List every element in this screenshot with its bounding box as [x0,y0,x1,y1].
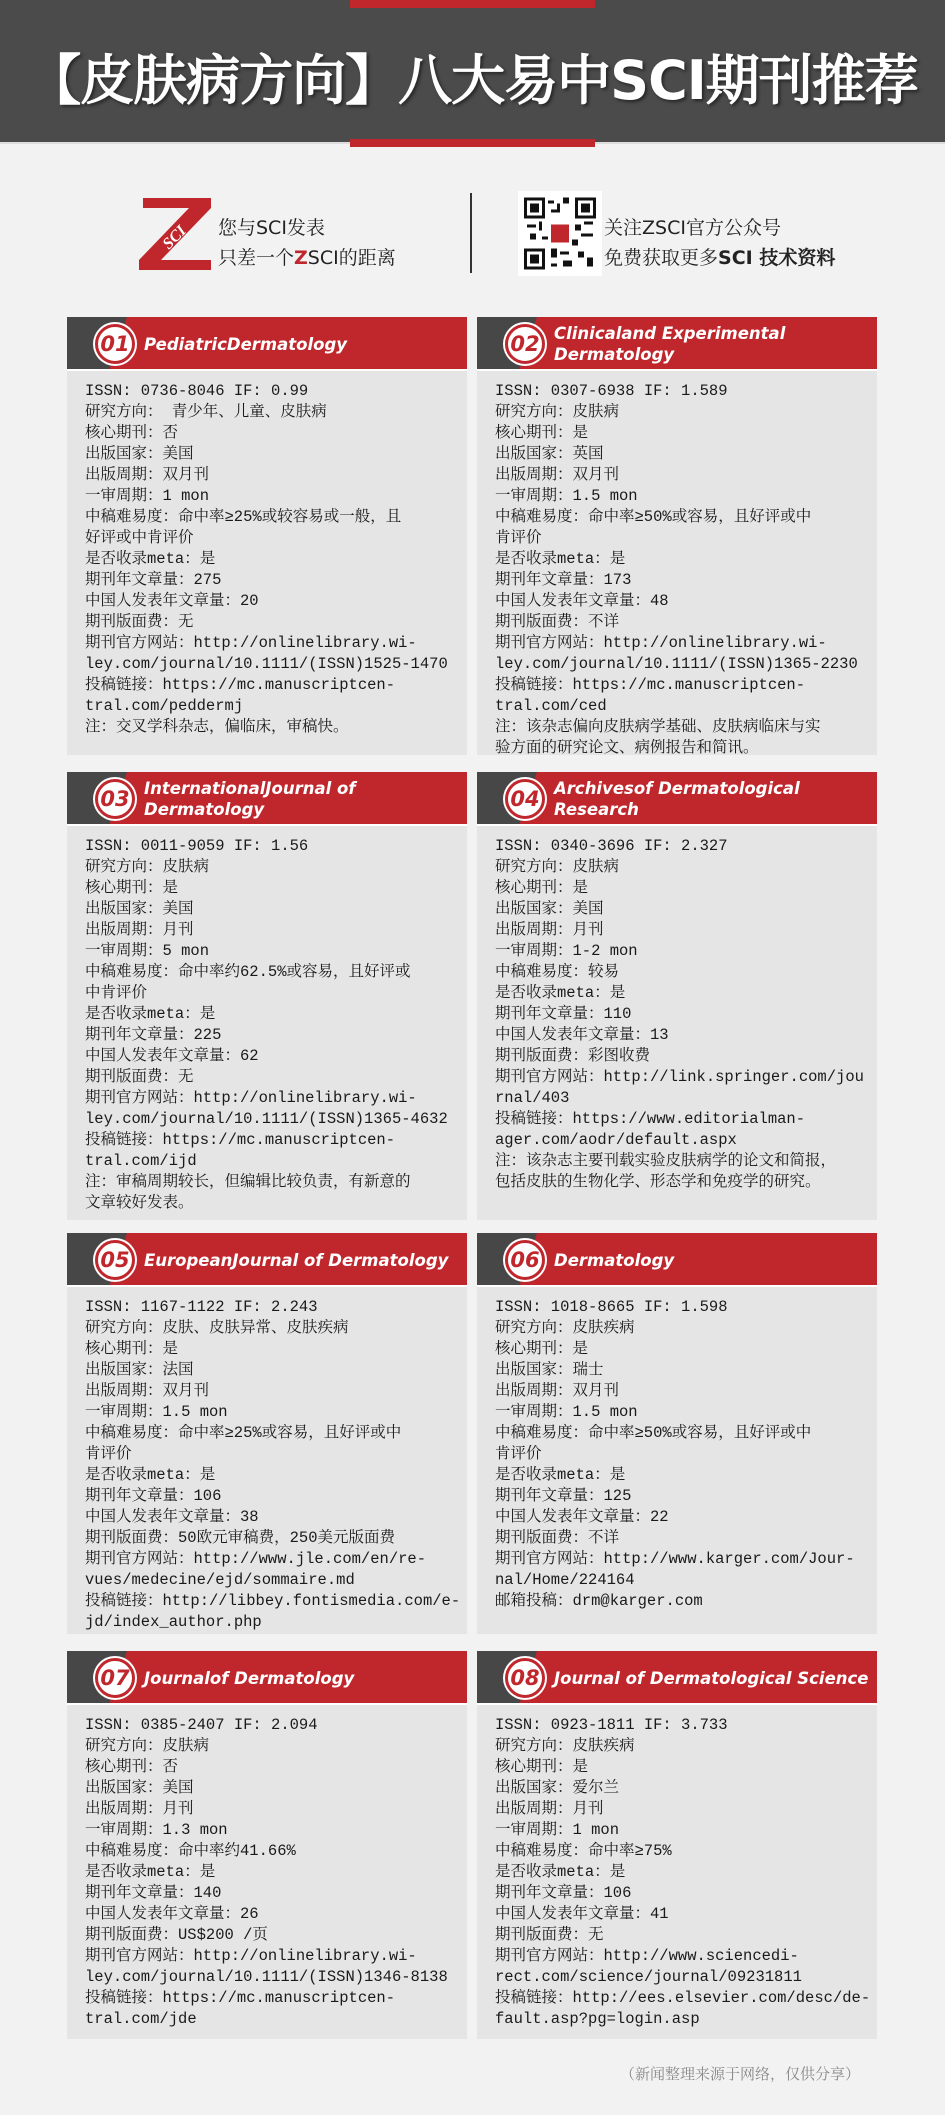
journal-info-line: 注：交叉学科杂志，偏临床，审稿快。 [85,718,349,736]
journal-info-line: 期刊官方网站：http://onlinelibrary.wi- [495,634,827,652]
journal-info-line: 出版国家：法国 [85,1361,194,1379]
journal-info-line: 是否收录meta：是 [85,1005,216,1023]
journal-info-line: 肯评价 [85,1445,132,1463]
journal-info-line: 期刊年文章量：106 [85,1487,222,1505]
journal-info-line: 期刊官方网站：http://onlinelibrary.wi- [85,1947,417,1965]
journal-info-line: 核心期刊：是 [85,1340,179,1358]
journal-info-line: 中国人发表年文章量：38 [85,1508,259,1526]
card-header [67,317,467,371]
journal-info-line: 中国人发表年文章量：41 [495,1905,669,1923]
journal-info-line: 是否收录meta：是 [85,1863,216,1881]
zsci-logo-icon [139,198,211,270]
journal-info-line: 期刊官方网站：http://onlinelibrary.wi- [85,1089,417,1107]
journal-info-line: 中稿难易度：命中率≥25%或较容易或一般，且 [85,508,402,526]
journal-info-line: 期刊版面费：US$200 /页 [85,1926,268,1944]
card-body [67,826,467,1214]
journal-info-line: ley.com/journal/10.1111/(ISSN)1346-8138 [85,1968,448,1986]
qr-code[interactable] [518,191,602,276]
journal-info-line: 验方面的研究论文、病例报告和简讯。 [495,739,759,757]
journal-info-line: 投稿链接：https://www.editorialman- [495,1110,806,1128]
journal-info-line: tral.com/ijd [85,1152,197,1170]
journal-info-line: 研究方向：皮肤、皮肤异常、皮肤疾病 [85,1319,349,1337]
journal-info-line: 中稿难易度：较易 [495,963,620,981]
journal-info-line: 研究方向： 青少年、儿童、皮肤病 [85,403,327,421]
journal-info-line: 注：该杂志偏向皮肤病学基础、皮肤病临床与实 [495,718,821,736]
journal-info-line: tral.com/jde [85,2010,197,2028]
journal-info-line: 中稿难易度：命中率约62.5%或容易，且好评或 [85,963,411,981]
journal-info-line: ISSN: 0011-9059 IF: 1.56 [85,837,309,855]
journal-info-line: 期刊年文章量：275 [85,571,222,589]
svg-text:SCI: SCI [159,222,190,253]
journal-card [477,317,877,755]
journal-info-line: 期刊官方网站：http://www.sciencedi- [495,1947,799,1965]
divider [470,193,472,273]
journal-info-line: 核心期刊：是 [495,424,589,442]
journal-card [67,1651,467,2039]
journal-title: Journal of Dermatological Science [554,1668,869,1688]
journal-info-line: 出版周期：月刊 [495,1800,604,1818]
journal-info-line: 期刊年文章量：110 [495,1005,632,1023]
card-body [477,1705,877,2030]
card-header [477,772,877,826]
journal-info-line: rect.com/science/journal/09231811 [495,1968,802,1986]
journal-info-line: 中国人发表年文章量：20 [85,592,259,610]
journal-title: Archivesof Dermatological Research [554,779,800,819]
journal-info-line: 期刊版面费：无 [85,1068,194,1086]
slogan-line-1: 您与SCI发表 [218,217,325,239]
journal-info-line: 文章较好发表。 [85,1194,194,1212]
card-header [67,1233,467,1287]
journal-info-line: 出版国家：美国 [85,1779,194,1797]
journal-info-line: 是否收录meta：是 [495,984,626,1002]
journal-title: PediatricDermatology [144,334,348,354]
journal-title: EuropeanJournal of Dermatology [144,1250,449,1270]
journal-info-line: ISSN: 0340-3696 IF: 2.327 [495,837,728,855]
qr-caption-text: 免费获取更多 [604,247,719,269]
card-body [67,1287,467,1633]
journal-info-line: 核心期刊：是 [495,879,589,897]
journal-info-line: 是否收录meta：是 [495,550,626,568]
journal-info-line: 是否收录meta：是 [495,1863,626,1881]
card-number-badge: 08 [505,1658,545,1698]
journal-info-line: vues/medecine/ejd/sommaire.md [85,1571,355,1589]
card-body [477,1287,877,1612]
card-number-badge: 02 [505,324,545,364]
journal-info-line: 期刊年文章量：173 [495,571,632,589]
journal-info-line: 期刊版面费：无 [85,613,194,631]
journal-card [67,1233,467,1634]
card-number-badge: 06 [505,1240,545,1280]
card-body [67,1705,467,2030]
journal-info-line: 投稿链接：https://mc.manuscriptcen- [85,1131,396,1149]
journal-info-line: 肯评价 [495,1445,542,1463]
journal-info-line: 是否收录meta：是 [85,1466,216,1484]
journal-info-line: 注：审稿周期较长，但编辑比较负责，有新意的 [85,1173,411,1191]
journal-info-line: 期刊年文章量：140 [85,1884,222,1902]
journal-info-line: 一审周期：1.5 mon [495,487,638,505]
journal-info-line: 中肯评价 [85,984,148,1002]
journal-info-line: 研究方向：皮肤病 [85,858,210,876]
journal-info-line: 出版国家：爱尔兰 [495,1779,620,1797]
journal-info-line: 出版国家：美国 [85,900,194,918]
journal-info-line: 期刊版面费：50欧元审稿费，250美元版面费 [85,1529,396,1547]
card-header [477,1651,877,1705]
journal-info-line: 出版国家：瑞士 [495,1361,604,1379]
journal-info-line: 投稿链接：http://libbey.fontismedia.com/e- [85,1592,461,1610]
journal-info-line: jd/index_author.php [85,1613,262,1631]
slogan-line-2 [218,243,396,270]
journal-info-line: 一审周期：1.3 mon [85,1821,228,1839]
journal-info-line: ley.com/journal/10.1111/(ISSN)1365-4632 [85,1110,448,1128]
journal-card [67,772,467,1220]
journal-info-line: 中稿难易度：命中率≥50%或容易，且好评或中 [495,1424,812,1442]
card-body [477,826,877,1193]
journal-info-line: ley.com/journal/10.1111/(ISSN)1525-1470 [85,655,448,673]
journal-info-line: 出版周期：双月刊 [85,1382,210,1400]
journal-info-line: 核心期刊：否 [85,424,179,442]
journal-info-line: 出版周期：月刊 [495,921,604,939]
qr-caption-2 [604,243,835,270]
journal-info-line: 好评或中肯评价 [85,529,194,547]
journal-info-line: 期刊年文章量：106 [495,1884,632,1902]
journal-info-line: fault.asp?pg=login.asp [495,2010,700,2028]
journal-info-line: 一审周期：1.5 mon [495,1403,638,1421]
journal-info-line: 研究方向：皮肤疾病 [495,1737,635,1755]
journal-info-line: 期刊官方网站：http://link.springer.com/jou [495,1068,864,1086]
page-title: 【皮肤病方向】八大易中SCI期刊推荐 [27,49,918,112]
journal-info-line: 出版国家：英国 [495,445,604,463]
journal-info-line: 中稿难易度：命中率≥50%或容易，且好评或中 [495,508,812,526]
journal-info-line: 期刊版面费：不详 [495,1529,620,1547]
slogan-z: Z [294,247,308,269]
journal-title: Clinicaland Experimental Dermatology [554,324,786,364]
journal-info-line: 邮箱投稿：drm@karger.com [495,1592,703,1610]
journal-info-line: nal/Home/224164 [495,1571,635,1589]
journal-info-line: 中国人发表年文章量：48 [495,592,669,610]
journal-info-line: 出版国家：美国 [495,900,604,918]
journal-info-line: 中国人发表年文章量：62 [85,1047,259,1065]
journal-card [67,317,467,755]
journal-info-line: 期刊版面费：无 [495,1926,604,1944]
journal-info-line: ISSN: 0923-1811 IF: 3.733 [495,1716,728,1734]
card-number-badge: 07 [95,1658,135,1698]
journal-info-line: ISSN: 0385-2407 IF: 2.094 [85,1716,318,1734]
journal-info-line: 一审周期：1.5 mon [85,1403,228,1421]
journal-info-line: tral.com/peddermj [85,697,244,715]
journal-info-line: 期刊年文章量：125 [495,1487,632,1505]
journal-info-line: ISSN: 0307-6938 IF: 1.589 [495,382,728,400]
card-body [477,371,877,759]
card-header [67,1651,467,1705]
journal-info-line: 期刊官方网站：http://onlinelibrary.wi- [85,634,417,652]
journal-info-line: 中稿难易度：命中率≥75% [495,1842,672,1860]
journal-info-line: 研究方向：皮肤病 [85,1737,210,1755]
journal-info-line: 研究方向：皮肤疾病 [495,1319,635,1337]
journal-card [477,1233,877,1634]
card-number-badge: 05 [95,1240,135,1280]
journal-info-line: ager.com/aodr/default.aspx [495,1131,737,1149]
journal-info-line: 出版周期：双月刊 [85,466,210,484]
journal-info-line: rnal/403 [495,1089,570,1107]
qr-caption-bold: SCI 技术资料 [718,247,836,269]
journal-info-line: ley.com/journal/10.1111/(ISSN)1365-2230 [495,655,858,673]
journal-info-line: 包括皮肤的生物化学、形态学和免疫学的研究。 [495,1173,821,1191]
journal-info-line: 一审周期：1 mon [495,1821,620,1839]
journal-info-line: 注：该杂志主要刊载实验皮肤病学的论文和简报， [495,1152,837,1170]
journal-info-line: 中稿难易度：命中率约41.66% [85,1842,296,1860]
journal-info-line: 出版周期：月刊 [85,1800,194,1818]
journal-info-line: 期刊官方网站：http://www.karger.com/Jour- [495,1550,855,1568]
journal-info-line: 期刊官方网站：http://www.jle.com/en/re- [85,1550,427,1568]
card-header [477,1233,877,1287]
journal-info-line: 投稿链接：http://ees.elsevier.com/desc/de- [495,1989,871,2007]
card-number-badge: 04 [505,779,545,819]
journal-info-line: 一审周期：1-2 mon [495,942,638,960]
journal-info-line: 中国人发表年文章量：26 [85,1905,259,1923]
journal-info-line: 一审周期：5 mon [85,942,210,960]
journal-info-line: ISSN: 1167-1122 IF: 2.243 [85,1298,318,1316]
journal-card [477,772,877,1220]
journal-info-line: 出版周期：双月刊 [495,466,620,484]
journal-info-line: ISSN: 0736-8046 IF: 0.99 [85,382,309,400]
journal-info-line: 核心期刊：否 [85,1758,179,1776]
accent-bar-bottom [350,139,595,147]
qr-caption-1: 关注ZSCI官方公众号 [604,217,781,239]
journal-info-line: 期刊版面费：不详 [495,613,620,631]
journal-info-line: 一审周期：1 mon [85,487,210,505]
journal-info-line: 核心期刊：是 [495,1340,589,1358]
journal-info-line: 期刊版面费：彩图收费 [495,1047,651,1065]
journal-title: InternationalJournal of Dermatology [144,779,356,819]
card-header [477,317,877,371]
journal-info-line: ISSN: 1018-8665 IF: 1.598 [495,1298,728,1316]
slogan-text: SCI的距离 [307,247,396,269]
accent-bar-top [350,0,595,8]
journal-info-line: 是否收录meta：是 [85,550,216,568]
journal-info-line: 是否收录meta：是 [495,1466,626,1484]
card-body [67,371,467,738]
journal-info-line: 出版周期：双月刊 [495,1382,620,1400]
journal-info-line: 期刊年文章量：225 [85,1026,222,1044]
journal-info-line: 中国人发表年文章量：22 [495,1508,669,1526]
source-note: （新闻整理来源于网络，仅供分享） [620,2065,861,2083]
journal-info-line: 核心期刊：是 [85,879,179,897]
card-number-badge: 03 [95,779,135,819]
journal-info-line: 中国人发表年文章量：13 [495,1026,669,1044]
journal-info-line: 出版国家：美国 [85,445,194,463]
qr-code-icon [524,197,596,270]
journal-info-line: 研究方向：皮肤病 [495,403,620,421]
journal-info-line: tral.com/ced [495,697,607,715]
journal-info-line: 出版周期：月刊 [85,921,194,939]
header-banner [0,0,945,144]
journal-info-line: 研究方向：皮肤病 [495,858,620,876]
card-header [67,772,467,826]
journal-info-line: 投稿链接：https://mc.manuscriptcen- [85,676,396,694]
journal-info-line: 投稿链接：https://mc.manuscriptcen- [85,1989,396,2007]
journal-info-line: 肯评价 [495,529,542,547]
journal-title: Journalof Dermatology [144,1668,355,1688]
journal-info-line: 核心期刊：是 [495,1758,589,1776]
slogan-text: 只差一个 [218,247,295,269]
journal-info-line: 中稿难易度：命中率≥25%或容易，且好评或中 [85,1424,402,1442]
card-number-badge: 01 [95,324,135,364]
journal-info-line: 投稿链接：https://mc.manuscriptcen- [495,676,806,694]
journal-title: Dermatology [554,1250,675,1270]
journal-card [477,1651,877,2039]
